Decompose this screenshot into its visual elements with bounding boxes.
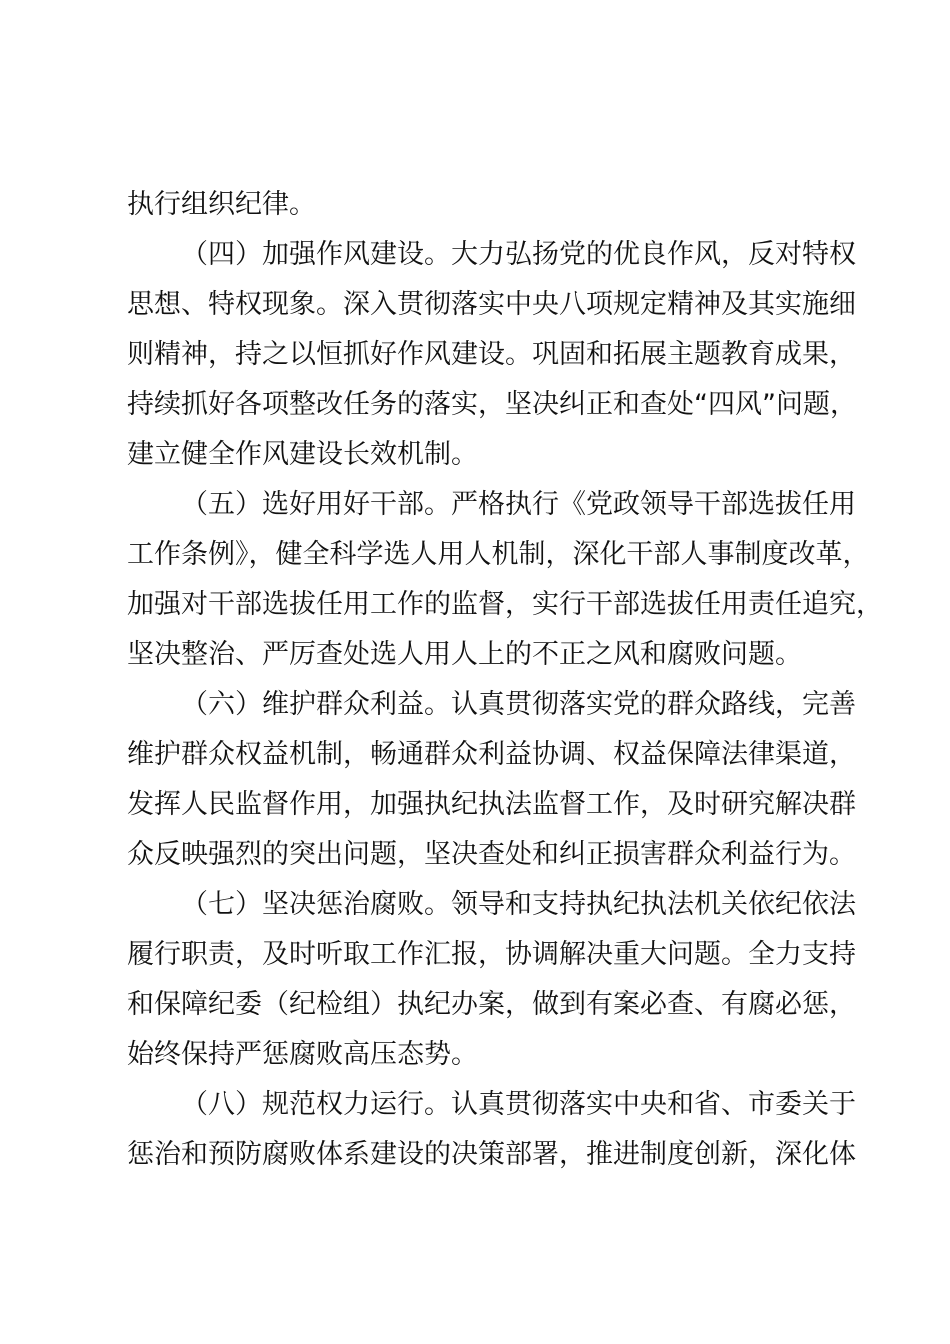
paragraph-line: 维护群众权益机制，畅通群众利益协调、权益保障法律渠道， [127, 739, 856, 770]
paragraph-line: （八）规范权力运行。认真贯彻落实中央和省、市委关于 [181, 1089, 856, 1120]
paragraph-line: 发挥人民监督作用，加强执纪执法监督工作，及时研究解决群 [127, 789, 856, 820]
paragraph-line: 坚决整治、严厉查处选人用人上的不正之风和腐败问题。 [127, 639, 802, 670]
paragraph-line: 工作条例》，健全科学选人用人机制，深化干部人事制度改革， [127, 539, 870, 570]
paragraph-line: （四）加强作风建设。大力弘扬党的优良作风，反对特权 [181, 239, 856, 270]
paragraph-line: 加强对干部选拔任用工作的监督，实行干部选拔任用责任追究， [127, 589, 883, 620]
paragraph-line: （六）维护群众利益。认真贯彻落实党的群众路线，完善 [181, 689, 856, 720]
document-body [127, 180, 883, 1180]
paragraph-line: 惩治和预防腐败体系建设的决策部署，推进制度创新，深化体 [127, 1139, 856, 1170]
paragraph-line: 建立健全作风建设长效机制。 [127, 439, 478, 470]
paragraph-line: 执行组织纪律。 [127, 189, 316, 220]
paragraph-line: 则精神，持之以恒抓好作风建设。巩固和拓展主题教育成果， [127, 339, 856, 370]
paragraph-line: 众反映强烈的突出问题，坚决查处和纠正损害群众利益行为。 [127, 839, 856, 870]
paragraph-line: 和保障纪委（纪检组）执纪办案，做到有案必查、有腐必惩， [127, 989, 856, 1020]
paragraph-line: 履行职责，及时听取工作汇报，协调解决重大问题。全力支持 [127, 939, 856, 970]
paragraph-line: （七）坚决惩治腐败。领导和支持执纪执法机关依纪依法 [181, 889, 856, 920]
paragraph-line: （五）选好用好干部。严格执行《党政领导干部选拔任用 [181, 489, 856, 520]
paragraph-line: 始终保持严惩腐败高压态势。 [127, 1039, 478, 1070]
paragraph-line: 思想、特权现象。深入贯彻落实中央八项规定精神及其实施细 [127, 289, 856, 320]
paragraph-line: 持续抓好各项整改任务的落实，坚决纠正和查处“四风”问题， [127, 389, 857, 420]
